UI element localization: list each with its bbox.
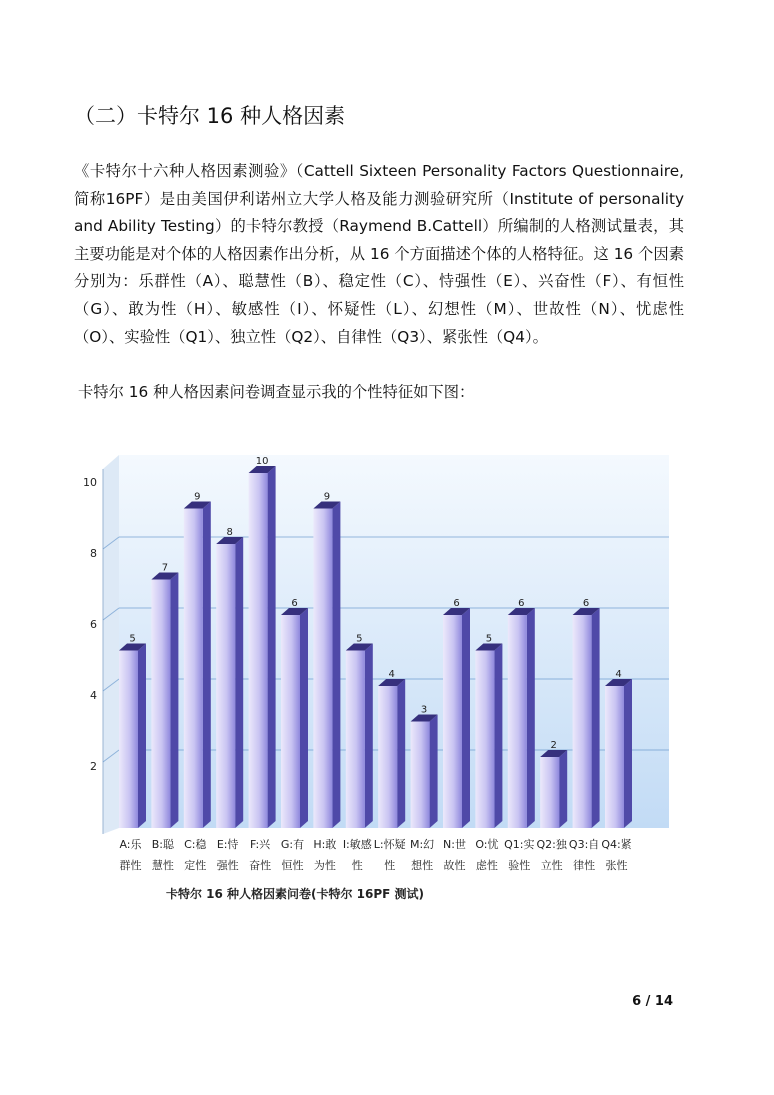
bar-value-label: 9 [323,491,331,503]
x-tick-label: G:有 [280,838,305,851]
bar-front [346,651,365,829]
x-tick-label: N:世 [443,838,466,851]
x-tick-label: F:兴 [250,838,271,851]
chart-side-wall [103,455,119,834]
bar [281,608,308,828]
x-tick-label: H:敢 [313,838,337,851]
bar-value-label: 6 [453,598,460,609]
bar-value-label: 6 [518,598,525,609]
x-tick-label: M:幻 [409,838,435,851]
page-number: 6 / 14 [632,994,673,1009]
bar-value-label: 2 [550,740,557,751]
y-tick-label: 4 [90,689,97,702]
x-tick-label-line2: 验性 [508,859,531,872]
x-tick-label-line2: 立性 [540,859,563,872]
bar [119,644,146,829]
bar [443,608,470,828]
bar-front [216,544,235,828]
bar-value-label: 3 [420,704,428,716]
x-tick-label-line2: 为性 [313,859,336,872]
bar [378,679,405,828]
bar-front [443,615,462,828]
description-paragraph: 《卡特尔十六种人格因素测验》（Cattell Sixteen Personality Factors Questionnaire,简称16PF）是由美国伊利诺州立大学人格及能力测验研究所（Institute of personality and Ability Testing）的卡特尔教授（Raymend B.Cattell）所编制的人格测试量表，其主要功能是对个体的人格因素作出分析，从 16 个方面描述个体的人格特征。这 16 个因素分别为：乐群性（A）、聪慧性（B）、稳定性（C）、恃强性（E）、兴奋性（F）、有恒性（G）、敢为性（H）、敏感性（I）、怀疑性（L）、幻想性（M）、世故性（N）、忧虑性（O）、实验性（Q1）、独立性（Q2）、自律性（Q3）、紧张性（Q4）。 [74,162,684,346]
chart-title: 卡特尔 16 种人格因素问卷(卡特尔 16PF 测试) [165,887,425,901]
x-tick-label: C:稳 [184,838,207,851]
x-tick-label: E:恃 [216,838,239,851]
x-tick-label: A:乐 [119,838,142,851]
x-tick-label-line2: 慧性 [151,859,174,872]
bar-front [540,757,559,828]
x-tick-label-line2: 群性 [119,859,142,872]
bar-front [378,686,397,828]
bar-value-label: 8 [226,527,233,538]
bar-value-label: 4 [615,669,622,680]
bar-side [268,466,276,828]
bar [411,715,438,829]
bar-side [494,644,502,829]
bar-side [203,502,211,829]
bar-side [430,715,438,829]
bar [313,502,340,829]
x-tick-label: L:怀疑 [373,838,406,851]
bar-front [249,473,268,828]
x-tick-label-line2: 虑性 [475,859,498,872]
bar-front [475,651,494,829]
y-tick-label: 6 [90,618,97,631]
bar-side [527,608,535,828]
bar-side [559,750,567,828]
bar-front [184,509,203,829]
x-tick-label-line2: 恒性 [281,859,304,872]
bar-front [605,686,624,828]
bar-side [365,644,373,829]
y-tick-label: 2 [90,760,97,773]
y-tick-label: 10 [83,476,97,489]
bar [346,644,373,829]
x-tick-label-line2: 性 [351,859,363,872]
x-tick-label-line2: 强性 [216,859,239,872]
bar-side [170,573,178,829]
bar [508,608,535,828]
bar-value-label: 9 [194,491,201,503]
bar-value-label: 5 [356,633,363,645]
bar-side [624,679,632,828]
x-tick-label: Q4:紧 [601,838,632,851]
bar-front [119,651,138,829]
x-tick-label: Q2:独 [536,838,567,851]
bar-side [592,608,600,828]
bar-value-label: 6 [291,598,298,609]
bar [605,679,632,828]
bar-value-label: 10 [255,456,269,467]
bar-side [332,502,340,829]
chart-svg [83,445,685,915]
bar-front [508,615,527,828]
bar-front [151,580,170,829]
x-tick-label-line2: 性 [384,859,396,872]
bar-value-label: 5 [485,633,493,645]
bar-side [397,679,405,828]
x-tick-label: B:聪 [151,838,175,851]
bar-value-label: 4 [388,669,395,680]
bar-value-label: 5 [129,633,136,645]
bar-side [235,537,243,828]
x-tick-label-line2: 想性 [411,859,434,872]
bar [216,537,243,828]
bar-front [281,615,300,828]
x-tick-label: I:敏感 [342,838,372,851]
chart-intro-text: 卡特尔 16 种人格因素问卷调查显示我的个性特征如下图： [78,383,475,401]
bar [184,502,211,829]
section-title: （二）卡特尔 16 种人格因素 [74,104,346,128]
bar [573,608,600,828]
bar-side [300,608,308,828]
x-tick-label-line2: 律性 [573,859,596,872]
x-tick-label: Q1:实 [504,838,535,851]
bar-front [411,722,430,829]
bar [151,573,178,829]
personality-bar-chart [83,445,685,915]
x-tick-label-line2: 奋性 [249,859,272,872]
bar-side [462,608,470,828]
bar [475,644,502,829]
x-tick-label: Q3:自 [568,838,600,851]
x-tick-label: O:忧 [475,838,499,851]
y-tick-label: 8 [90,547,97,560]
bar [249,466,276,828]
x-tick-label-line2: 定性 [184,859,207,872]
bar-front [313,509,332,829]
bar-value-label: 7 [161,562,169,574]
x-tick-label-line2: 故性 [443,859,466,872]
bar-side [138,644,146,829]
bar-front [573,615,592,828]
bar-value-label: 6 [582,598,590,609]
bar [540,750,567,828]
x-tick-label-line2: 张性 [605,859,628,872]
